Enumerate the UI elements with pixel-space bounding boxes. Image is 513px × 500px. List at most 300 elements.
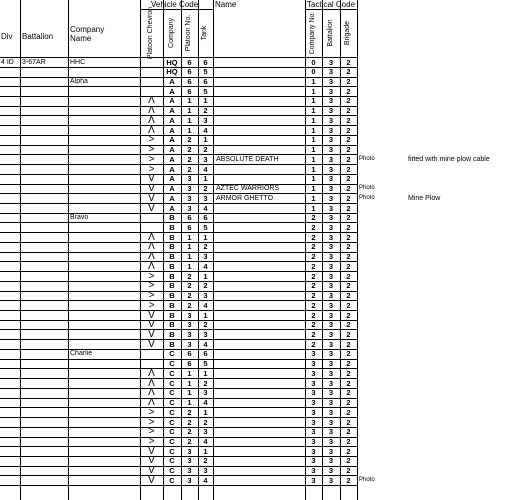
cell-tco: 1	[311, 193, 316, 203]
cell-chev: >	[148, 290, 155, 301]
cell-chev: >	[148, 280, 155, 292]
cell-tbde: 2	[346, 368, 351, 378]
cell-co: B	[169, 320, 175, 330]
cell-co: C	[169, 407, 175, 417]
cell-co: A	[169, 135, 175, 145]
cell-co: A	[169, 154, 175, 164]
name-header: Name	[215, 0, 237, 9]
cell-tank: 1	[203, 135, 208, 145]
cell-co: B	[169, 271, 175, 281]
cell-tco: 1	[311, 135, 316, 145]
cell-tbn: 3	[328, 164, 334, 174]
cell-tank: 3	[203, 291, 208, 300]
cell-tco: 2	[311, 281, 316, 291]
cell-tco: 3	[311, 475, 316, 485]
cell-tank: 6	[203, 349, 208, 359]
cell-tbn: 3	[328, 427, 334, 437]
cell-co: C	[169, 368, 175, 378]
cell-chev: V	[148, 183, 155, 194]
cell-tco: 3	[311, 456, 316, 466]
cell-co: C	[169, 359, 175, 369]
cell-tbn: 3	[328, 232, 334, 242]
cell-tank: 5	[203, 359, 208, 369]
cell-co: A	[169, 125, 175, 135]
cell-tco: 2	[311, 232, 316, 242]
cell-tank: 4	[203, 300, 208, 310]
cell-div: 4 ID	[1, 58, 14, 66]
cell-tbn: 3	[328, 203, 334, 213]
cell-tbde: 2	[346, 466, 351, 476]
cell-co: B	[169, 242, 175, 252]
cell-tbn: 3	[328, 300, 334, 310]
cell-co: B	[169, 232, 175, 242]
cell-tco: 3	[311, 437, 316, 446]
col-line	[213, 0, 214, 500]
cell-chev: Λ	[148, 95, 155, 107]
cell-tbn: 3	[328, 135, 334, 145]
cell-plt: 2	[187, 427, 192, 437]
cell-coname: HHC	[70, 58, 86, 66]
cell-chev: >	[148, 426, 155, 438]
cell-tbde: 2	[346, 57, 351, 67]
cell-plt: 3	[187, 329, 192, 339]
cell-co: HQ	[166, 67, 178, 77]
cell-tank: 4	[203, 475, 208, 485]
cell-tank: 2	[203, 281, 208, 291]
cell-tank: 4	[203, 261, 208, 271]
cell-co: A	[169, 77, 175, 86]
vehicle-code-header: Vehicle Code	[151, 0, 199, 9]
cell-co: B	[169, 291, 175, 300]
col-line	[20, 0, 21, 500]
cell-plt: 2	[187, 135, 192, 145]
cell-plt: 6	[187, 86, 192, 96]
cell-chev: V	[148, 445, 155, 457]
cell-note: Photo	[359, 476, 375, 483]
cell-tbde: 2	[346, 174, 351, 184]
cell-co: A	[169, 145, 175, 155]
cell-tco: 2	[311, 339, 316, 349]
cell-tbde: 2	[346, 154, 351, 164]
cell-tank: 1	[203, 271, 208, 281]
cell-tank: 3	[203, 154, 208, 164]
cell-tbde: 2	[346, 310, 351, 320]
cell-tco: 0	[311, 57, 316, 67]
cell-plt: 1	[187, 242, 192, 252]
cell-tank: 4	[203, 437, 208, 446]
cell-plt: 1	[187, 378, 192, 388]
cell-plt: 3	[187, 193, 192, 203]
cell-chev: >	[148, 153, 155, 165]
cell-plt: 3	[187, 320, 192, 330]
cell-chev: Λ	[148, 377, 155, 389]
cell-plt: 3	[187, 203, 192, 213]
cell-plt: 1	[187, 96, 192, 106]
cell-tbde: 2	[346, 77, 351, 86]
cell-chev: Λ	[148, 367, 155, 379]
cell-tco: 1	[311, 96, 316, 106]
cell-tco: 1	[311, 106, 316, 116]
cell-coname: Alpha	[70, 78, 88, 85]
cell-tank: 1	[203, 407, 208, 417]
cell-chev: V	[148, 202, 155, 214]
cell-tbde: 2	[346, 125, 351, 135]
cell-tbn: 3	[328, 57, 334, 67]
cell-tank: 4	[203, 125, 208, 135]
cell-note: Photo	[359, 185, 375, 191]
cell-plt: 6	[187, 222, 192, 232]
cell-tbn: 3	[328, 115, 334, 125]
cell-chev: V	[148, 192, 155, 204]
cell-tank: 3	[203, 329, 208, 339]
cell-tbde: 2	[346, 164, 351, 174]
cell-tank: 2	[203, 456, 208, 466]
cell-co: A	[169, 203, 175, 213]
cell-plt: 1	[187, 398, 192, 408]
cell-tbn: 3	[328, 466, 334, 476]
cell-tbn: 3	[328, 222, 334, 232]
cell-chev: Λ	[148, 105, 155, 117]
cell-co: B	[169, 339, 175, 349]
cell-co: C	[169, 378, 175, 388]
cell-tbn: 3	[328, 77, 334, 86]
cell-tbn: 3	[328, 67, 334, 77]
cell-tbde: 2	[346, 417, 351, 427]
cell-tbn: 3	[328, 145, 334, 155]
cell-tbde: 2	[346, 86, 351, 96]
cell-tco: 1	[311, 164, 316, 174]
cell-tbde: 2	[346, 359, 351, 369]
cell-tank: 2	[203, 106, 208, 116]
cell-tbde: 2	[346, 261, 351, 271]
cell-plt: 6	[187, 349, 192, 359]
cell-remark: fitted with mine plow cable	[408, 155, 490, 163]
cell-tco: 3	[311, 349, 316, 359]
cell-tbde: 2	[346, 67, 351, 77]
cell-plt: 1	[187, 115, 192, 125]
cell-name: ARMOR GHETTO	[216, 194, 274, 202]
cell-tbde: 2	[346, 145, 351, 155]
cell-co: B	[169, 300, 175, 310]
cell-co: A	[169, 184, 175, 193]
cell-tbde: 2	[346, 475, 351, 485]
cell-co: HQ	[166, 57, 178, 67]
cell-tbde: 2	[346, 184, 351, 193]
cell-plt: 1	[187, 252, 192, 262]
cell-tbn: 3	[328, 368, 334, 378]
cell-plt: 3	[187, 174, 192, 184]
cell-tbn: 3	[328, 96, 334, 106]
cell-plt: 2	[187, 164, 192, 174]
cell-bn: 3-67AR	[22, 58, 46, 66]
cell-tbn: 3	[328, 407, 334, 417]
cell-tbde: 2	[346, 339, 351, 349]
cell-tank: 1	[203, 368, 208, 378]
cell-tbn: 3	[328, 475, 334, 485]
cell-tbn: 3	[328, 320, 334, 330]
cell-plt: 1	[187, 261, 192, 271]
cell-tank: 6	[203, 77, 208, 86]
cell-remark: Mine Plow	[408, 194, 441, 202]
cell-tbn: 3	[328, 456, 334, 466]
cell-coname: Charlie	[70, 350, 93, 358]
cell-tbde: 2	[346, 398, 351, 408]
cell-tco: 2	[311, 291, 316, 300]
cell-tbn: 3	[328, 184, 334, 193]
cell-tbn: 3	[328, 388, 334, 398]
cell-co: C	[169, 456, 175, 466]
cell-tbn: 3	[328, 349, 334, 359]
cell-chev: Λ	[148, 114, 155, 126]
cell-tbde: 2	[346, 349, 351, 359]
cell-plt: 6	[187, 359, 192, 369]
cell-tco: 2	[311, 320, 316, 330]
cell-tank: 3	[203, 388, 208, 398]
cell-tco: 2	[311, 252, 316, 262]
cell-tbde: 2	[346, 281, 351, 291]
cell-plt: 2	[187, 407, 192, 417]
cell-tbn: 3	[328, 281, 334, 291]
cell-tbn: 3	[328, 242, 334, 252]
cell-tank: 1	[203, 446, 208, 456]
cell-plt: 1	[187, 232, 192, 242]
cell-tbn: 3	[328, 446, 334, 456]
cell-tco: 2	[311, 300, 316, 310]
cell-tbde: 2	[346, 388, 351, 398]
cell-note: Photo	[359, 194, 375, 201]
company-header: Company	[168, 18, 175, 48]
cell-plt: 2	[187, 291, 192, 300]
cell-tank: 1	[203, 174, 208, 184]
cell-tbde: 2	[346, 271, 351, 281]
cell-tbde: 2	[346, 437, 351, 446]
tank-header: Tank	[201, 25, 208, 41]
cell-tank: 6	[203, 57, 208, 67]
row-line	[305, 9, 357, 10]
cell-tbn: 3	[328, 154, 334, 164]
tactical-brigade-header: Brigade	[344, 20, 351, 46]
cell-plt: 2	[187, 300, 192, 310]
cell-co: B	[169, 213, 175, 223]
cell-co: B	[169, 310, 175, 320]
cell-plt: 3	[187, 310, 192, 320]
cell-tank: 4	[203, 398, 208, 408]
cell-co: A	[169, 174, 175, 184]
cell-tco: 3	[311, 398, 316, 408]
cell-tco: 2	[311, 310, 316, 320]
cell-tco: 1	[311, 86, 316, 96]
cell-plt: 3	[187, 446, 192, 456]
cell-tbn: 3	[328, 291, 334, 300]
cell-plt: 3	[187, 339, 192, 349]
cell-chev: Λ	[148, 260, 155, 272]
cell-tbde: 2	[346, 329, 351, 339]
cell-co: C	[169, 417, 175, 427]
cell-tco: 3	[311, 427, 316, 437]
cell-tbn: 3	[328, 271, 334, 281]
cell-tank: 3	[203, 252, 208, 262]
cell-plt: 2	[187, 437, 192, 446]
cell-tbde: 2	[346, 291, 351, 300]
cell-tbn: 3	[328, 378, 334, 388]
cell-tank: 5	[203, 222, 208, 232]
tactical-company-no-header: Company No.	[309, 11, 316, 55]
battalion-header: Battalion	[22, 32, 54, 41]
cell-tbde: 2	[346, 96, 351, 106]
cell-plt: 2	[187, 271, 192, 281]
cell-tbn: 3	[328, 261, 334, 271]
cell-tco: 1	[311, 77, 316, 86]
cell-co: A	[169, 164, 175, 174]
cell-tbde: 2	[346, 320, 351, 330]
company-name-header: Company Name	[70, 25, 105, 43]
cell-co: C	[169, 427, 175, 437]
cell-tbde: 2	[346, 456, 351, 466]
cell-plt: 1	[187, 368, 192, 378]
cell-tbde: 2	[346, 106, 351, 116]
cell-chev: >	[148, 436, 155, 447]
cell-tbn: 3	[328, 193, 334, 203]
cell-tco: 1	[311, 145, 316, 155]
cell-co: A	[169, 96, 175, 106]
cell-co: B	[169, 261, 175, 271]
cell-tbn: 3	[328, 417, 334, 427]
cell-tbde: 2	[346, 213, 351, 223]
cell-tbde: 2	[346, 427, 351, 437]
cell-chev: >	[148, 270, 155, 282]
cell-chev: V	[148, 338, 155, 350]
cell-tank: 5	[203, 86, 208, 96]
cell-tank: 6	[203, 213, 208, 223]
cell-plt: 6	[187, 77, 192, 86]
cell-tbn: 3	[328, 398, 334, 408]
cell-chev: >	[148, 144, 155, 156]
platoon-no-header: Platoon No.	[185, 14, 192, 52]
cell-tco: 2	[311, 261, 316, 271]
cell-tbn: 3	[328, 213, 334, 223]
cell-tank: 2	[203, 145, 208, 155]
cell-tco: 2	[311, 213, 316, 223]
cell-co: C	[169, 446, 175, 456]
tactical-code-header: Tactical Code	[307, 0, 356, 9]
cell-co: A	[169, 115, 175, 125]
cell-tank: 1	[203, 96, 208, 106]
cell-co: A	[169, 106, 175, 116]
cell-tank: 2	[203, 378, 208, 388]
cell-tank: 2	[203, 184, 208, 193]
cell-tbde: 2	[346, 222, 351, 232]
tactical-battalion-header: Battalion	[327, 19, 334, 47]
cell-co: C	[169, 437, 175, 446]
cell-tco: 1	[311, 125, 316, 135]
cell-plt: 1	[187, 125, 192, 135]
cell-tco: 1	[311, 203, 316, 213]
cell-tbn: 3	[328, 329, 334, 339]
cell-chev: V	[148, 173, 155, 185]
cell-tco: 1	[311, 154, 316, 164]
cell-tco: 3	[311, 466, 316, 476]
cell-plt: 6	[187, 67, 192, 77]
cell-co: C	[169, 475, 175, 485]
cell-tank: 3	[203, 427, 208, 437]
cell-plt: 2	[187, 417, 192, 427]
cell-tco: 1	[311, 174, 316, 184]
cell-tbde: 2	[346, 446, 351, 456]
cell-tbn: 3	[328, 339, 334, 349]
cell-tbn: 3	[328, 86, 334, 96]
cell-tank: 2	[203, 242, 208, 252]
cell-note: Photo	[359, 155, 375, 162]
cell-chev: >	[148, 163, 155, 175]
cell-tbde: 2	[346, 378, 351, 388]
cell-co: C	[169, 398, 175, 408]
cell-chev: >	[148, 416, 155, 428]
cell-tank: 5	[203, 67, 208, 77]
cell-co: A	[169, 193, 175, 203]
cell-tank: 3	[203, 115, 208, 125]
cell-chev: Λ	[148, 397, 155, 409]
cell-plt: 2	[187, 145, 192, 155]
cell-tank: 2	[203, 320, 208, 330]
col-line	[68, 0, 69, 500]
cell-chev: V	[148, 328, 155, 340]
cell-chev: V	[148, 455, 155, 467]
cell-tco: 3	[311, 407, 316, 417]
cell-tco: 3	[311, 368, 316, 378]
cell-plt: 1	[187, 388, 192, 398]
cell-tco: 3	[311, 417, 316, 427]
cell-tco: 3	[311, 446, 316, 456]
cell-co: B	[169, 252, 175, 262]
cell-co: B	[169, 329, 175, 339]
cell-tbde: 2	[346, 407, 351, 417]
cell-plt: 3	[187, 466, 192, 476]
cell-tank: 3	[203, 466, 208, 476]
cell-tbn: 3	[328, 310, 334, 320]
cell-tco: 3	[311, 378, 316, 388]
cell-tbn: 3	[328, 437, 334, 446]
cell-plt: 1	[187, 106, 192, 116]
cell-tbde: 2	[346, 232, 351, 242]
cell-tank: 1	[203, 232, 208, 242]
cell-tco: 2	[311, 271, 316, 281]
cell-plt: 3	[187, 475, 192, 485]
cell-chev: Λ	[148, 251, 155, 263]
cell-tbde: 2	[346, 203, 351, 213]
cell-chev: V	[148, 465, 155, 477]
cell-co: C	[169, 349, 175, 359]
cell-tank: 4	[203, 339, 208, 349]
cell-tbde: 2	[346, 193, 351, 203]
cell-name: AZTEC WARRIORS	[216, 185, 280, 192]
cell-co: A	[169, 86, 175, 96]
cell-co: B	[169, 281, 175, 291]
cell-tank: 3	[203, 193, 208, 203]
cell-tco: 3	[311, 388, 316, 398]
cell-tbn: 3	[328, 359, 334, 369]
cell-tco: 3	[311, 359, 316, 369]
cell-tco: 1	[311, 184, 316, 193]
cell-chev: Λ	[148, 387, 155, 399]
cell-tbde: 2	[346, 135, 351, 145]
cell-chev: >	[148, 134, 155, 146]
platoon-chevron-header: Platoon Chevron	[147, 6, 154, 60]
cell-co: C	[169, 388, 175, 398]
cell-name: ABSOLUTE DEATH	[216, 155, 279, 163]
cell-chev: Λ	[148, 231, 155, 243]
cell-tco: 2	[311, 222, 316, 232]
cell-tank: 4	[203, 164, 208, 174]
